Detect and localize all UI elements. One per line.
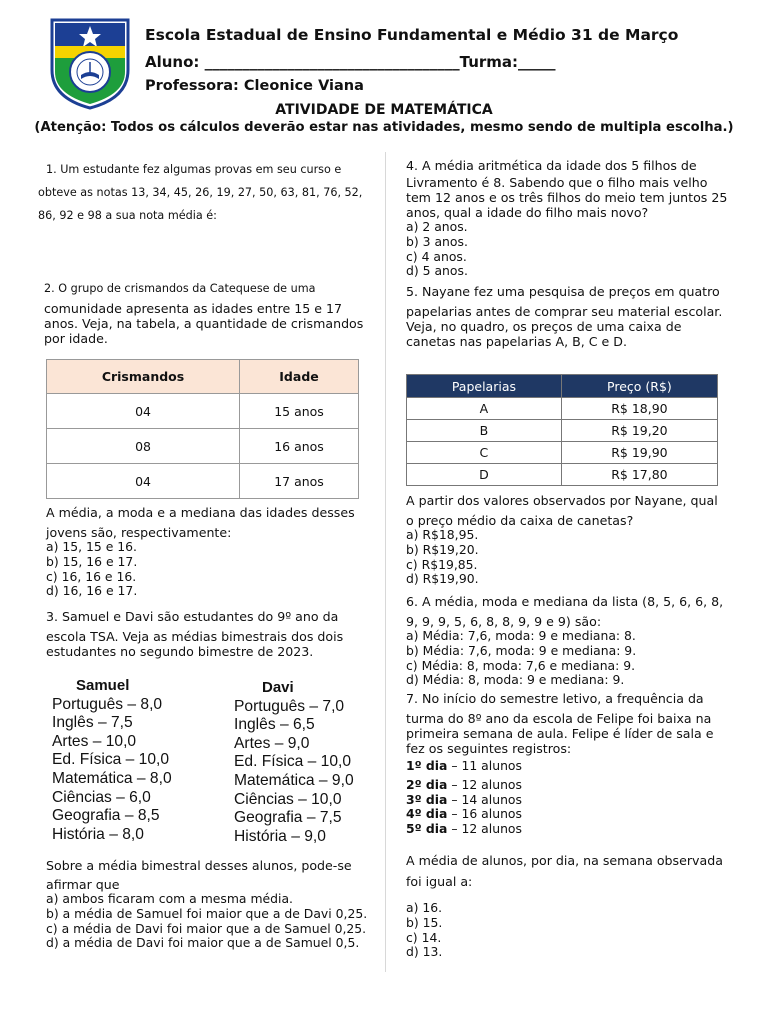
grade-item: História – 8,0 xyxy=(52,825,144,843)
q3-line2: escola TSA. Veja as médias bimestrais dos dois xyxy=(46,629,344,644)
samuel-header: Samuel xyxy=(76,677,130,694)
q3-after2: afirmar que xyxy=(46,877,120,892)
q2-line1: 2. O grupo de crismandos da Catequese de uma xyxy=(44,282,316,295)
record-day: 5º dia xyxy=(406,821,448,837)
q7-line2: turma do 8º ano da escola de Felipe foi baixa na xyxy=(406,711,712,726)
table-cell: 17 anos xyxy=(240,464,359,499)
q6-line1: 6. A média, moda e mediana da lista (8, 5, 6, 6, 8, xyxy=(406,594,724,609)
question-5-answers xyxy=(406,493,736,587)
question-2 xyxy=(44,281,374,346)
grade-item: Ciências – 6,0 xyxy=(52,788,151,806)
q5-line3: Veja, no quadro, os preços de uma caixa de xyxy=(406,319,682,334)
record-item xyxy=(406,759,746,774)
table-row xyxy=(47,429,359,464)
activity-title: ATIVIDADE DE MATEMÁTICA xyxy=(275,102,493,118)
option: a) 16. xyxy=(406,900,443,915)
grade-item: História – 9,0 xyxy=(234,827,326,845)
grade-item: Geografia – 8,5 xyxy=(52,807,160,825)
question-5 xyxy=(406,284,736,349)
grade-item: Inglês – 7,5 xyxy=(52,714,133,732)
option: a) Média: 7,6, moda: 9 e mediana: 8. xyxy=(406,628,636,643)
option: c) R$19,85. xyxy=(406,556,478,572)
table-header: Crismandos xyxy=(47,360,240,394)
school-name: Escola Estadual de Ensino Fundamental e Médio 31 de Março xyxy=(145,26,679,44)
option: b) a média de Samuel foi maior que a de Davi 0,25. xyxy=(46,905,368,921)
student-turma-line: Aluno: __________________________________Turma:_____ xyxy=(145,53,556,71)
q1-line3: 86, 92 e 98 a sua nota média é: xyxy=(38,209,217,222)
table-header: Papelarias xyxy=(407,375,562,398)
table-cell: 15 anos xyxy=(240,394,359,429)
grade-item: Matemática – 8,0 xyxy=(52,769,172,787)
option: c) 16, 16 e 16. xyxy=(46,568,137,584)
table-cell: 04 xyxy=(47,464,240,499)
table-cell: B xyxy=(407,420,562,442)
option: b) 15, 16 e 17. xyxy=(46,553,138,569)
samuel-grades xyxy=(52,677,222,844)
option: a) ambos ficaram com a mesma média. xyxy=(46,891,293,906)
grade-item: Artes – 10,0 xyxy=(52,732,137,750)
q4-line4: anos, qual a idade do filho mais novo? xyxy=(406,205,649,220)
q1-line2: obteve as notas 13, 34, 45, 26, 19, 27, 50, 63, 81, 76, 52, xyxy=(38,186,363,199)
record-item xyxy=(406,822,746,837)
table-cell: R$ 18,90 xyxy=(561,398,717,420)
q7-line4: fez os seguintes registros: xyxy=(406,741,572,756)
school-logo xyxy=(46,14,134,110)
q3-line1: 3. Samuel e Davi são estudantes do 9º ano da xyxy=(46,609,339,624)
option: d) Média: 8, moda: 9 e mediana: 9. xyxy=(406,672,625,688)
table-row xyxy=(407,464,718,486)
table-row xyxy=(47,394,359,429)
option: a) 15, 15 e 16. xyxy=(46,539,137,554)
table-cell: 08 xyxy=(47,429,240,464)
q5-after2: o preço médio da caixa de canetas? xyxy=(406,513,634,528)
q7-line1: 7. No início do semestre letivo, a frequência da xyxy=(406,691,704,706)
q1-line1: 1. Um estudante fez algumas provas em seu curso e xyxy=(46,163,342,176)
option: b) 15. xyxy=(406,914,443,930)
record-day: 4º dia xyxy=(406,806,448,822)
grade-item: Geografia – 7,5 xyxy=(234,809,342,827)
question-4 xyxy=(406,158,736,279)
grade-item: Português – 8,0 xyxy=(52,695,163,713)
option: d) 5 anos. xyxy=(406,263,468,279)
table-row xyxy=(407,398,718,420)
q2-after1: A média, a moda e a mediana das idades desses xyxy=(46,505,355,520)
table-header: Preço (R$) xyxy=(561,375,717,398)
table-cell: A xyxy=(407,398,562,420)
q4-line3: tem 12 anos e os três filhos do meio tem juntos 25 xyxy=(406,190,728,205)
question-7 xyxy=(406,691,746,837)
question-1 xyxy=(38,158,374,227)
table-header: Idade xyxy=(240,360,359,394)
papelarias-table xyxy=(406,374,718,486)
q2-line3: anos. Veja, na tabela, a quantidade de crismandos xyxy=(44,316,364,331)
table-row xyxy=(407,442,718,464)
record-count: – 14 alunos xyxy=(447,791,522,807)
attention-notice: (Atenção: Todos os cálculos deverão estar nas atividades, mesmo sendo de multipla escolha.) xyxy=(34,120,734,135)
grade-item: Ed. Física – 10,0 xyxy=(52,751,170,769)
grade-item: Matemática – 9,0 xyxy=(234,771,354,789)
grade-item: Artes – 9,0 xyxy=(234,734,310,752)
q2-line2: comunidade apresenta as idades entre 15 e 17 xyxy=(44,301,343,316)
grade-item: Português – 7,0 xyxy=(234,697,345,715)
q2-after2: jovens são, respectivamente: xyxy=(46,525,232,540)
question-6 xyxy=(406,594,746,688)
option: a) R$18,95. xyxy=(406,527,479,542)
q4-line1: 4. A média aritmética da idade dos 5 filhos de xyxy=(406,158,697,173)
grade-item: Ed. Física – 10,0 xyxy=(234,753,352,771)
option: b) Média: 7,6, moda: 9 e mediana: 9. xyxy=(406,642,637,658)
q5-line2: papelarias antes de comprar seu material escolar. xyxy=(406,304,723,319)
record-count: – 11 alunos xyxy=(447,758,522,773)
q3-line3: estudantes no segundo bimestre de 2023. xyxy=(46,644,314,659)
record-item xyxy=(406,807,746,822)
table-cell: 16 anos xyxy=(240,429,359,464)
record-day: 3º dia xyxy=(406,791,448,807)
davi-header: Davi xyxy=(262,679,294,696)
q4-line2: Livramento é 8. Sabendo que o filho mais velho xyxy=(406,175,708,190)
option: c) Média: 8, moda: 7,6 e mediana: 9. xyxy=(406,657,636,673)
q7-after1: A média de alunos, por dia, na semana observada xyxy=(406,853,723,868)
davi-grades xyxy=(234,679,374,846)
q5-line4: canetas nas papelarias A, B, C e D. xyxy=(406,334,627,349)
option: d) 13. xyxy=(406,944,443,960)
record-count: – 16 alunos xyxy=(447,806,522,822)
q6-line2: 9, 9, 9, 5, 6, 8, 8, 9, 9 e 9) são: xyxy=(406,614,602,629)
option: c) 4 anos. xyxy=(406,248,467,264)
option: b) R$19,20. xyxy=(406,541,479,557)
record-count: – 12 alunos xyxy=(447,776,522,792)
table-cell: R$ 19,20 xyxy=(561,420,717,442)
question-3-answers xyxy=(46,858,381,951)
grade-item: Ciências – 10,0 xyxy=(234,790,342,808)
record-item xyxy=(406,778,746,793)
question-7-answers xyxy=(406,853,746,960)
q3-after1: Sobre a média bimestral desses alunos, pode-se xyxy=(46,858,352,873)
option: c) 14. xyxy=(406,929,442,945)
crismandos-table xyxy=(46,359,359,499)
q7-line3: primeira semana de aula. Felipe é líder de sala e xyxy=(406,726,714,741)
table-cell: R$ 19,90 xyxy=(561,442,717,464)
question-2-answers xyxy=(46,505,376,599)
q5-line1: 5. Nayane fez uma pesquisa de preços em quatro xyxy=(406,284,720,299)
q2-line4: por idade. xyxy=(44,331,108,346)
column-divider xyxy=(385,152,386,972)
table-cell: R$ 17,80 xyxy=(561,464,717,486)
option: d) R$19,90. xyxy=(406,571,479,587)
option: d) a média de Davi foi maior que a de Samuel 0,5. xyxy=(46,935,360,951)
teacher-name: Professora: Cleonice Viana xyxy=(145,78,364,94)
table-cell: C xyxy=(407,442,562,464)
table-row xyxy=(407,420,718,442)
record-item xyxy=(406,793,746,808)
table-cell: D xyxy=(407,464,562,486)
q5-after1: A partir dos valores observados por Nayane, qual xyxy=(406,493,718,508)
record-day: 1º dia xyxy=(406,758,448,773)
option: d) 16, 16 e 17. xyxy=(46,583,138,599)
grade-item: Inglês – 6,5 xyxy=(234,716,315,734)
table-cell: 04 xyxy=(47,394,240,429)
option: a) 2 anos. xyxy=(406,219,468,234)
question-3 xyxy=(46,609,376,659)
option: c) a média de Davi foi maior que a de Samuel 0,25. xyxy=(46,920,367,936)
record-day: 2º dia xyxy=(406,776,448,792)
option: b) 3 anos. xyxy=(406,233,468,249)
q7-after2: foi igual a: xyxy=(406,874,473,889)
record-count: – 12 alunos xyxy=(447,821,522,837)
table-row xyxy=(47,464,359,499)
